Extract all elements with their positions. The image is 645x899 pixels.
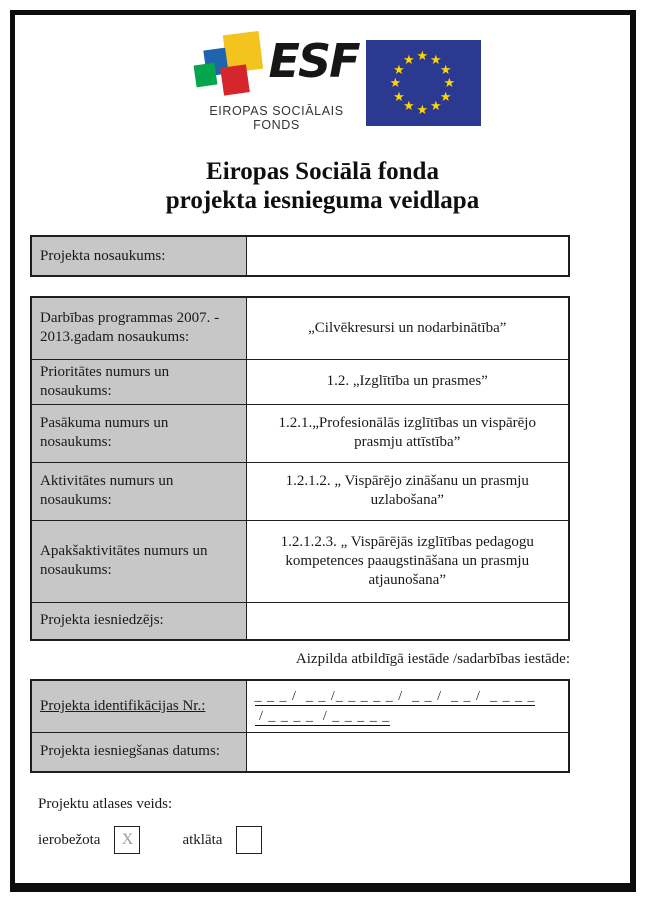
esf-squares-icon — [195, 33, 265, 97]
table-row — [31, 297, 569, 359]
project-name-label: Projekta nosaukums: — [31, 236, 246, 276]
programme-label: Darbības programmas 2007. - 2013.gadam nosaukums: — [31, 297, 246, 359]
esf-caption-line2: FONDS — [253, 118, 300, 132]
submission-date-label: Projekta iesniegšanas datums: — [31, 732, 246, 772]
table-row — [31, 359, 569, 404]
option-label-ierobezota: ierobežota — [38, 831, 101, 848]
applicant-label: Projekta iesniedzējs: — [31, 602, 246, 640]
eu-star-icon: ★ — [430, 98, 442, 114]
esf-square-red-icon — [220, 64, 250, 95]
table-row — [31, 462, 569, 520]
eu-star-icon: ★ — [443, 75, 456, 90]
title-line2: projekta iesnieguma veidlapa — [165, 187, 480, 214]
measure-value: 1.2.1.„Profesionālās izglītības un vispārējo prasmju attīstība” — [246, 404, 569, 462]
eu-star-icon: ★ — [439, 61, 452, 77]
official-table — [30, 679, 570, 773]
subactivity-value: 1.2.1.2.3. „ Vispārējās izglītības pedagogu kompetences paaugstināšana un prasmju atjaunošana” — [246, 520, 569, 602]
programme-value: „Cilvēkresursi un nodarbinātība” — [246, 297, 569, 359]
table-row — [31, 602, 569, 640]
table-row — [31, 680, 569, 732]
identification-label — [31, 680, 246, 732]
eu-star-icon: ★ — [416, 48, 429, 63]
eu-flag-icon — [366, 40, 481, 126]
checkbox-mark-ierobezota: X — [121, 831, 134, 848]
project-name-table — [30, 235, 570, 277]
esf-logo — [201, 33, 359, 132]
priority-value: 1.2. „Izglītība un prasmes” — [246, 359, 569, 404]
esf-logo-top — [195, 33, 359, 97]
project-name-field[interactable] — [246, 236, 569, 276]
page-title — [15, 157, 630, 215]
subactivity-label: Apakšaktivitātes numurs un nosaukums: — [31, 520, 246, 602]
esf-caption-line1: EIROPAS SOCIĀLAIS — [209, 104, 344, 118]
measure-label: Pasākuma numurs un nosaukums: — [31, 404, 246, 462]
table-row — [31, 404, 569, 462]
selection-section — [38, 796, 630, 854]
eu-star-icon: ★ — [389, 75, 402, 90]
eu-star-icon: ★ — [430, 51, 442, 67]
eu-star-icon: ★ — [393, 61, 405, 77]
esf-caption — [209, 104, 343, 132]
activity-value: 1.2.1.2. „ Vispārējo zināšanu un prasmju uzlabošana” — [246, 462, 569, 520]
identification-number-field[interactable] — [246, 680, 569, 732]
selection-options — [38, 826, 630, 854]
table-row — [31, 520, 569, 602]
submission-date-field[interactable] — [246, 732, 569, 772]
identification-pattern-line2: / _ _ _ _ / _ _ _ _ _ — [254, 708, 391, 724]
priority-label: Prioritātes numurs un nosaukums: — [31, 359, 246, 404]
checkbox-atklata[interactable] — [236, 826, 262, 854]
header-logos — [33, 33, 645, 132]
official-note: Aizpilda atbildīgā iestāde /sadarbības iestāde: — [295, 651, 570, 667]
checkbox-ierobezota[interactable] — [114, 826, 140, 854]
page-content — [15, 15, 630, 883]
activity-label: Aktivitātes numurs un nosaukums: — [31, 462, 246, 520]
title-line1: Eiropas Sociālā fonda — [206, 158, 439, 185]
identification-label-text: Projekta identifikācijas Nr.: — [40, 697, 206, 714]
eu-star-icon: ★ — [439, 88, 452, 104]
table-row — [31, 732, 569, 772]
esf-square-green-icon — [193, 63, 217, 88]
eu-star-icon: ★ — [393, 88, 405, 104]
table-row — [31, 236, 569, 276]
project-details-table — [30, 296, 570, 641]
eu-star-icon: ★ — [403, 51, 415, 67]
identification-pattern-line1: _ _ _ / _ _ /_ _ _ _ _ / _ _ / _ _ / _ _ _ _ — [254, 688, 536, 704]
option-label-atklata: atklāta — [182, 831, 223, 848]
selection-label: Projektu atlases veids: — [38, 796, 173, 812]
applicant-field[interactable] — [246, 602, 569, 640]
eu-star-icon: ★ — [403, 98, 415, 114]
esf-acronym: ESF — [268, 34, 359, 88]
eu-star-icon: ★ — [416, 102, 429, 117]
